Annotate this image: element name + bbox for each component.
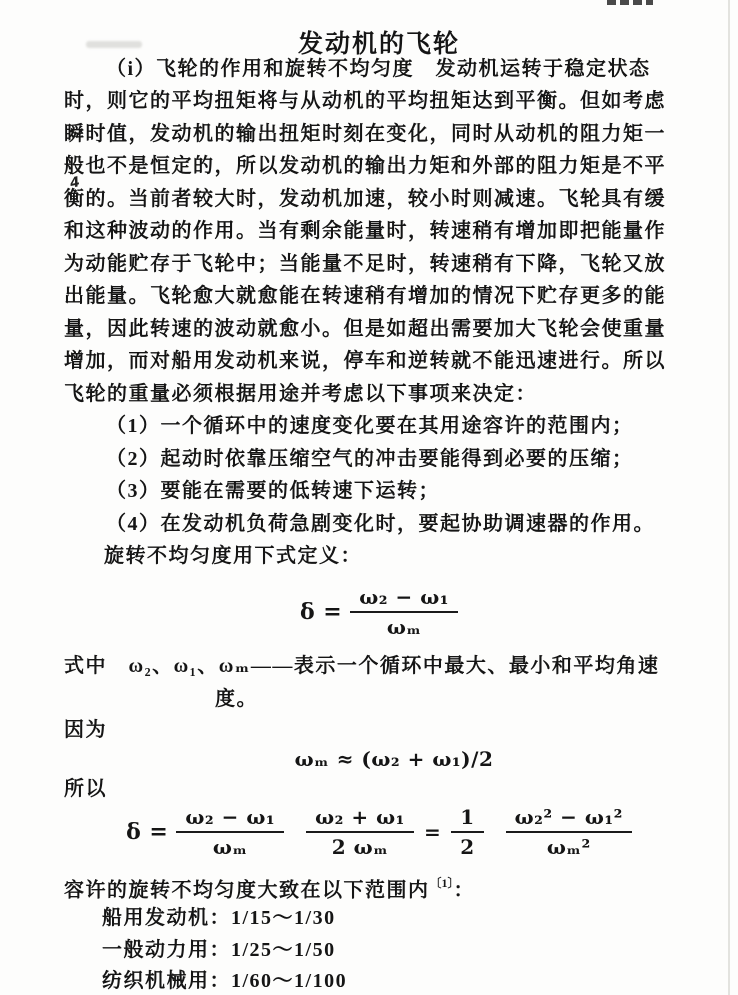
fraction: $\frac{\text{ω₂ − ω₁}}{\text{ωₘ}}$ — [350, 586, 458, 638]
definition-intro-line: 旋转不均匀度用下式定义： — [104, 545, 362, 567]
body-line: 量，因此转速的波动就愈小。但是如超出需要加大飞轮会使重量 — [64, 318, 666, 340]
formula-delta-expanded — [64, 806, 694, 858]
body-line: （i）飞轮的作用和旋转不均匀度 发动机运转于稳定状态 — [106, 58, 651, 80]
fraction: $\frac{\text{ω₂ − ω₁}}{\text{ωₘ}}$ — [176, 806, 284, 858]
scan-edge-line — [728, 0, 730, 995]
body-line: 衡的。当前者较大时，发动机加速，较小时则减速。飞轮具有缓 — [64, 188, 666, 210]
so-label: 所以 — [64, 778, 107, 800]
range-item: 一般动力用：1/25～1/50 — [102, 939, 336, 961]
range-intro-colon: ： — [453, 879, 476, 902]
handwritten-annotation: 4 — [68, 174, 82, 192]
page-title: 发动机的飞轮 — [297, 31, 460, 58]
body-line: 瞬时值，发动机的输出扭矩时刻在变化，同时从动机的阻力矩一 — [64, 123, 666, 145]
formula-omega-mean: ωₘ ≈ (ω₂ + ω₁)/2 — [294, 747, 494, 771]
list-item-line: （4）在发动机负荷急剧变化时，要起协助调速器的作用。 — [106, 513, 655, 535]
body-line: 飞轮的重量必须根据用途并考虑以下事项来决定： — [64, 383, 537, 405]
body-line: 时，则它的平均扭矩将与从动机的平均扭矩达到平衡。但如考虑 — [64, 90, 666, 112]
list-item-line: （3）要能在需要的低转速下运转； — [106, 480, 440, 502]
body-line: 为动能贮存于飞轮中；当能量不足时，转速稍有下降，飞轮又放 — [64, 253, 666, 275]
body-line: 和这种波动的作用。当有剩余能量时，转速稍有增加即把能量作 — [64, 220, 666, 242]
body-line: 增加，而对船用发动机来说，停车和逆转就不能迅速进行。所以 — [64, 350, 666, 372]
formula-delta-definition — [64, 586, 694, 638]
where-clause-line: 式中 ω₂、ω₁、ωₘ——表示一个循环中最大、最小和平均角速 — [64, 655, 660, 677]
equals-sign: = — [423, 820, 442, 844]
list-item-line: （1）一个循环中的速度变化要在其用途容许的范围内； — [106, 415, 634, 437]
fraction: $\frac{\text{ω₂² − ω₁²}}{\text{ωₘ²}}$ — [506, 806, 632, 858]
formula-lhs: δ = — [299, 599, 343, 625]
body-line: 般也不是恒定的，所以发动机的输出力矩和外部的阻力矩是不平 — [64, 155, 666, 177]
range-intro-line — [64, 873, 475, 903]
page-corner-mark — [607, 0, 653, 5]
fraction: $\frac{1}{2}$ — [451, 806, 483, 858]
range-item: 船用发动机：1/15～1/30 — [102, 907, 336, 929]
where-clause-line2: 度。 — [215, 688, 258, 710]
fraction: $\frac{\text{ω₂ + ω₁}}{\text{2 ωₘ}}$ — [306, 806, 414, 858]
reference-superscript: 〔1〕 — [429, 876, 454, 890]
because-label: 因为 — [64, 719, 107, 741]
range-intro-text: 容许的旋转不均匀度大致在以下范围内 — [64, 879, 430, 902]
range-item: 纺织机械用：1/60～1/100 — [102, 970, 348, 992]
formula-lhs: δ = — [126, 819, 169, 845]
list-item-line: （2）起动时依靠压缩空气的冲击要能得到必要的压缩； — [106, 448, 634, 470]
body-line: 出能量。飞轮愈大就愈能在转速稍有增加的情况下贮存更多的能 — [64, 285, 666, 307]
